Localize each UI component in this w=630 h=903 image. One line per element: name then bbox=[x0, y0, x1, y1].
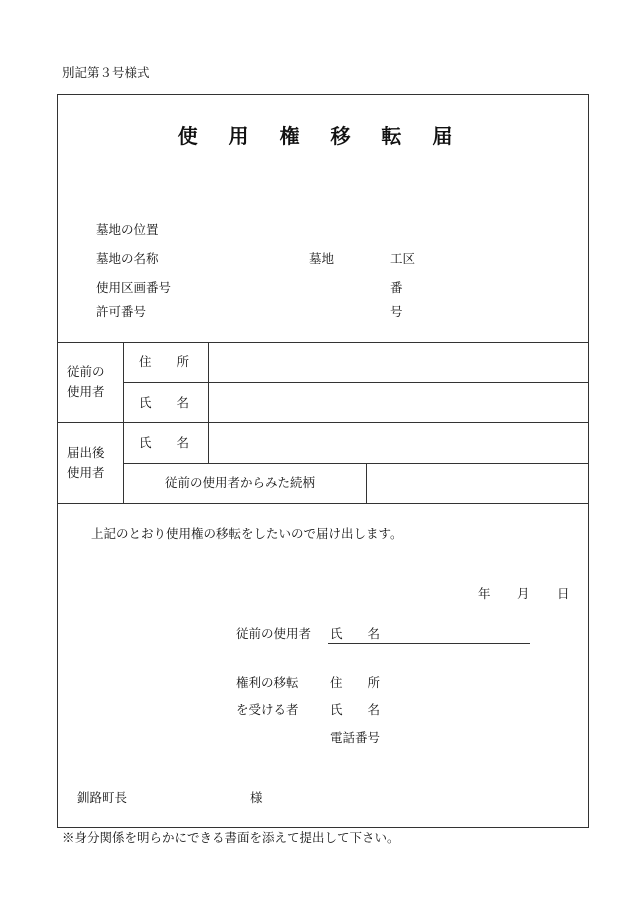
form-frame bbox=[57, 94, 589, 828]
transferee-address-label: 住 所 bbox=[330, 675, 381, 690]
honorific: 様 bbox=[250, 790, 263, 805]
form-title bbox=[0, 126, 630, 146]
title-char: 転 bbox=[381, 124, 402, 148]
form-number-label: 別記第３号様式 bbox=[62, 65, 150, 80]
divider-line bbox=[208, 342, 209, 463]
relation-label: 従前の使用者からみた続柄 bbox=[165, 475, 316, 490]
prev-user-name-label: 氏 名 bbox=[330, 626, 381, 641]
prev-user-signature-label: 従前の使用者 bbox=[236, 626, 312, 641]
date-day: 日 bbox=[557, 586, 570, 601]
plot-number-label: 使用区画番号 bbox=[96, 280, 172, 295]
divider-line bbox=[57, 342, 589, 343]
divider-line bbox=[123, 382, 589, 383]
transferee-name-label: 氏 名 bbox=[330, 702, 381, 717]
declaration-statement: 上記のとおり使用権の移転をしたいので届け出します。 bbox=[91, 526, 403, 541]
signature-underline bbox=[328, 643, 530, 644]
divider-line bbox=[123, 463, 589, 464]
district-suffix: 工区 bbox=[390, 251, 416, 266]
permit-number-label: 許可番号 bbox=[96, 304, 147, 319]
divider-line bbox=[366, 463, 367, 503]
previous-user-group-label-line2: 使用者 bbox=[67, 384, 105, 399]
title-char: 移 bbox=[330, 124, 351, 148]
new-user-group-label-line1: 届出後 bbox=[67, 445, 105, 460]
addressee: 釧路町長 bbox=[77, 790, 128, 805]
divider-line bbox=[57, 422, 589, 423]
title-char: 届 bbox=[432, 124, 453, 148]
previous-user-name-label: 氏 名 bbox=[139, 395, 190, 410]
permit-number-suffix: 号 bbox=[390, 304, 403, 319]
title-char: 権 bbox=[279, 124, 300, 148]
divider-line bbox=[123, 342, 124, 503]
date-month: 月 bbox=[517, 586, 530, 601]
new-user-group-label-line2: 使用者 bbox=[67, 465, 105, 480]
title-char: 使 bbox=[177, 124, 198, 148]
cemetery-suffix: 墓地 bbox=[309, 251, 335, 266]
transferee-label-line1: 権利の移転 bbox=[236, 675, 299, 690]
previous-user-address-label: 住 所 bbox=[139, 354, 190, 369]
transferee-phone-label: 電話番号 bbox=[330, 730, 381, 745]
footnote: ※身分関係を明らかにできる書面を添えて提出して下さい。 bbox=[62, 830, 400, 845]
previous-user-group-label-line1: 従前の bbox=[67, 364, 105, 379]
new-user-name-label: 氏 名 bbox=[139, 435, 190, 450]
plot-number-suffix: 番 bbox=[390, 280, 403, 295]
cemetery-name-label: 墓地の名称 bbox=[96, 251, 159, 266]
date-year: 年 bbox=[478, 586, 491, 601]
cemetery-position-label: 墓地の位置 bbox=[96, 222, 159, 237]
divider-line bbox=[57, 503, 589, 504]
title-char: 用 bbox=[228, 124, 249, 148]
transferee-label-line2: を受ける者 bbox=[236, 702, 299, 717]
